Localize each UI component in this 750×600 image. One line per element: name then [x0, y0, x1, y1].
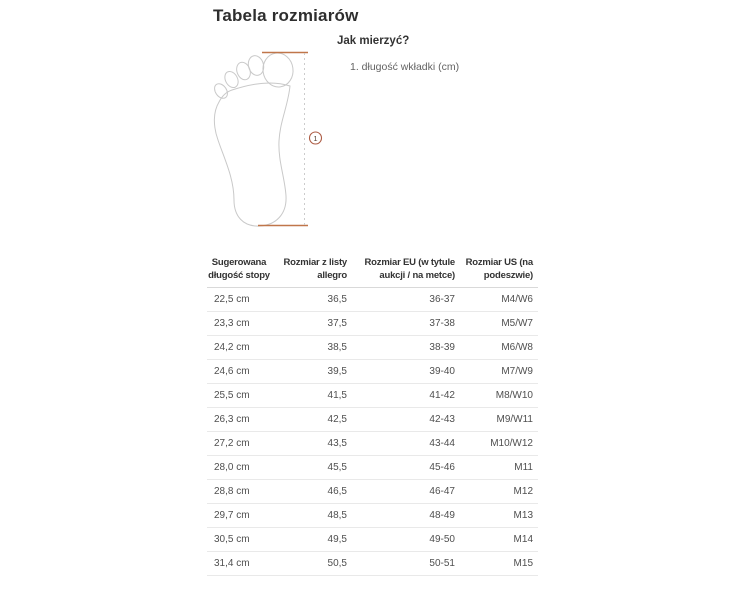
table-cell: 45,5 [271, 456, 349, 480]
table-cell: 37,5 [271, 312, 349, 336]
size-table [207, 250, 538, 576]
table-cell: M8/W10 [457, 384, 538, 408]
table-row [207, 552, 538, 576]
table-cell: M9/W11 [457, 408, 538, 432]
table-row [207, 528, 538, 552]
table-cell: 50,5 [271, 552, 349, 576]
table-cell: 23,3 cm [207, 312, 271, 336]
table-cell: 22,5 cm [207, 288, 271, 312]
table-cell: 45-46 [349, 456, 457, 480]
size-table-header [207, 250, 538, 288]
table-cell: 42,5 [271, 408, 349, 432]
table-cell: 37-38 [349, 312, 457, 336]
table-cell: 25,5 cm [207, 384, 271, 408]
table-row [207, 360, 538, 384]
table-cell: M12 [457, 480, 538, 504]
table-row [207, 312, 538, 336]
column-header-allegro-size: Rozmiar z listy allegro [271, 250, 349, 288]
column-header-eu-size: Rozmiar EU (w tytule aukcji / na metce) [349, 250, 457, 288]
table-cell: 24,6 cm [207, 360, 271, 384]
table-cell: 29,7 cm [207, 504, 271, 528]
table-cell: 46-47 [349, 480, 457, 504]
table-cell: 49-50 [349, 528, 457, 552]
table-cell: M6/W8 [457, 336, 538, 360]
table-cell: 38,5 [271, 336, 349, 360]
table-cell: 36-37 [349, 288, 457, 312]
table-row [207, 336, 538, 360]
table-cell: M15 [457, 552, 538, 576]
table-cell: 27,2 cm [207, 432, 271, 456]
table-row [207, 432, 538, 456]
table-cell: 48-49 [349, 504, 457, 528]
table-cell: M5/W7 [457, 312, 538, 336]
table-cell: M4/W6 [457, 288, 538, 312]
table-row [207, 504, 538, 528]
table-row [207, 480, 538, 504]
table-cell: 42-43 [349, 408, 457, 432]
foot-outline-icon [212, 51, 295, 226]
table-cell: 43-44 [349, 432, 457, 456]
table-cell: 46,5 [271, 480, 349, 504]
table-cell: 24,2 cm [207, 336, 271, 360]
table-cell: 50-51 [349, 552, 457, 576]
table-cell: M7/W9 [457, 360, 538, 384]
table-cell: 30,5 cm [207, 528, 271, 552]
table-cell: 43,5 [271, 432, 349, 456]
table-cell: 41-42 [349, 384, 457, 408]
table-cell: 31,4 cm [207, 552, 271, 576]
table-row [207, 456, 538, 480]
table-cell: 39-40 [349, 360, 457, 384]
table-cell: 39,5 [271, 360, 349, 384]
page-title: Tabela rozmiarów [213, 6, 359, 25]
table-cell: 26,3 cm [207, 408, 271, 432]
table-cell: 49,5 [271, 528, 349, 552]
table-row [207, 408, 538, 432]
table-cell: M14 [457, 528, 538, 552]
size-table-body [207, 288, 538, 576]
table-cell: 38-39 [349, 336, 457, 360]
table-row [207, 288, 538, 312]
column-header-foot-length: Sugerowana długość stopy [207, 250, 271, 288]
table-cell: 28,0 cm [207, 456, 271, 480]
measure-heading: Jak mierzyć? [337, 35, 410, 47]
table-cell: 41,5 [271, 384, 349, 408]
measure-step-1: 1. długość wkładki (cm) [350, 61, 460, 73]
column-header-us-size: Rozmiar US (na podeszwie) [457, 250, 538, 288]
table-cell: M10/W12 [457, 432, 538, 456]
measure-marker-label: 1 [313, 133, 318, 143]
table-cell: M11 [457, 456, 538, 480]
foot-measure-figure [210, 46, 328, 232]
table-row [207, 384, 538, 408]
table-cell: 48,5 [271, 504, 349, 528]
measure-marker [310, 132, 322, 144]
table-cell: M13 [457, 504, 538, 528]
table-cell: 36,5 [271, 288, 349, 312]
table-cell: 28,8 cm [207, 480, 271, 504]
